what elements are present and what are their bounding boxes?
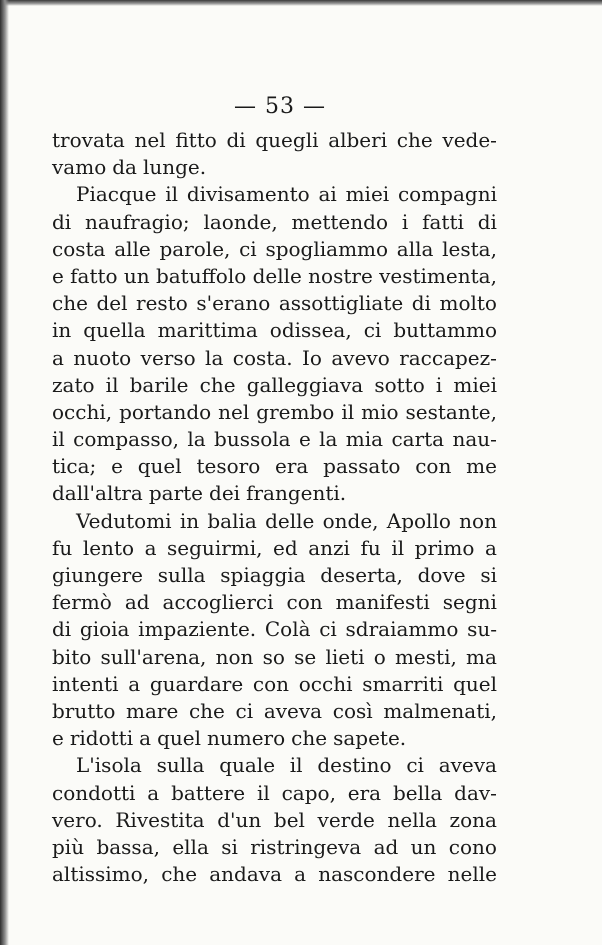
text-line: condotti a battere il capo, era bella dav- [52,780,497,805]
text-line: di naufragio; laonde, mettendo i fatti di [52,209,497,234]
text-line: brutto mare che ci aveva così malmenati, [52,698,497,723]
text-line: vamo da lunge. [52,155,207,180]
text-line: occhi, portando nel grembo il mio sestante, [52,399,497,424]
text-line: che del resto s'erano assottigliate di molto [52,291,497,316]
body-text [52,127,497,888]
text-line: altissimo, che andava a nascondere nelle [52,862,497,887]
text-line: e ridotti a quel numero che sapete. [52,726,407,751]
text-line: in quella marittima odissea, ci buttammo [52,318,497,343]
text-line: intenti a guardare con occhi smarriti quel [52,671,497,696]
text-line: L'isola sulla quale il destino ci aveva [76,753,497,778]
text-line: di gioia impaziente. Colà ci sdraiammo su- [52,617,497,642]
page-top-edge-shadow [0,0,602,6]
text-line: più bassa, ella si ristringeva ad un cono [52,834,497,859]
text-line: fermò ad accoglierci con manifesti segni [52,590,497,615]
text-line: Vedutomi in balia delle onde, Apollo non [76,508,497,533]
text-line: dall'altra parte dei frangenti. [52,481,347,506]
text-line: bito sull'arena, non so se lieti o mesti, ma [52,644,497,669]
text-line: giungere sulla spiaggia deserta, dove si [52,563,497,587]
text-line: trovata nel fitto di quegli alberi che vede- [52,128,497,152]
page-number: — 53 — [234,94,326,119]
text-line: costa alle parole, ci spogliammo alla lesta, [52,236,497,261]
page-binding-shadow [0,0,9,945]
text-line: e fatto un batuffolo delle nostre vestimenta, [52,263,497,288]
text-line: fu lento a seguirmi, ed anzi fu il primo a [52,535,497,560]
text-line: tica; e quel tesoro era passato con me [52,454,497,479]
text-line: Piacque il divisamento ai miei compagni [76,182,497,207]
text-line: a nuoto verso la costa. Io avevo raccapez- [52,345,497,370]
text-line: zato il barile che galleggiava sotto i miei [52,372,497,397]
text-line: vero. Rivestita d'un bel verde nella zona [52,807,497,832]
text-line: il compasso, la bussola e la mia carta nau- [52,427,497,452]
